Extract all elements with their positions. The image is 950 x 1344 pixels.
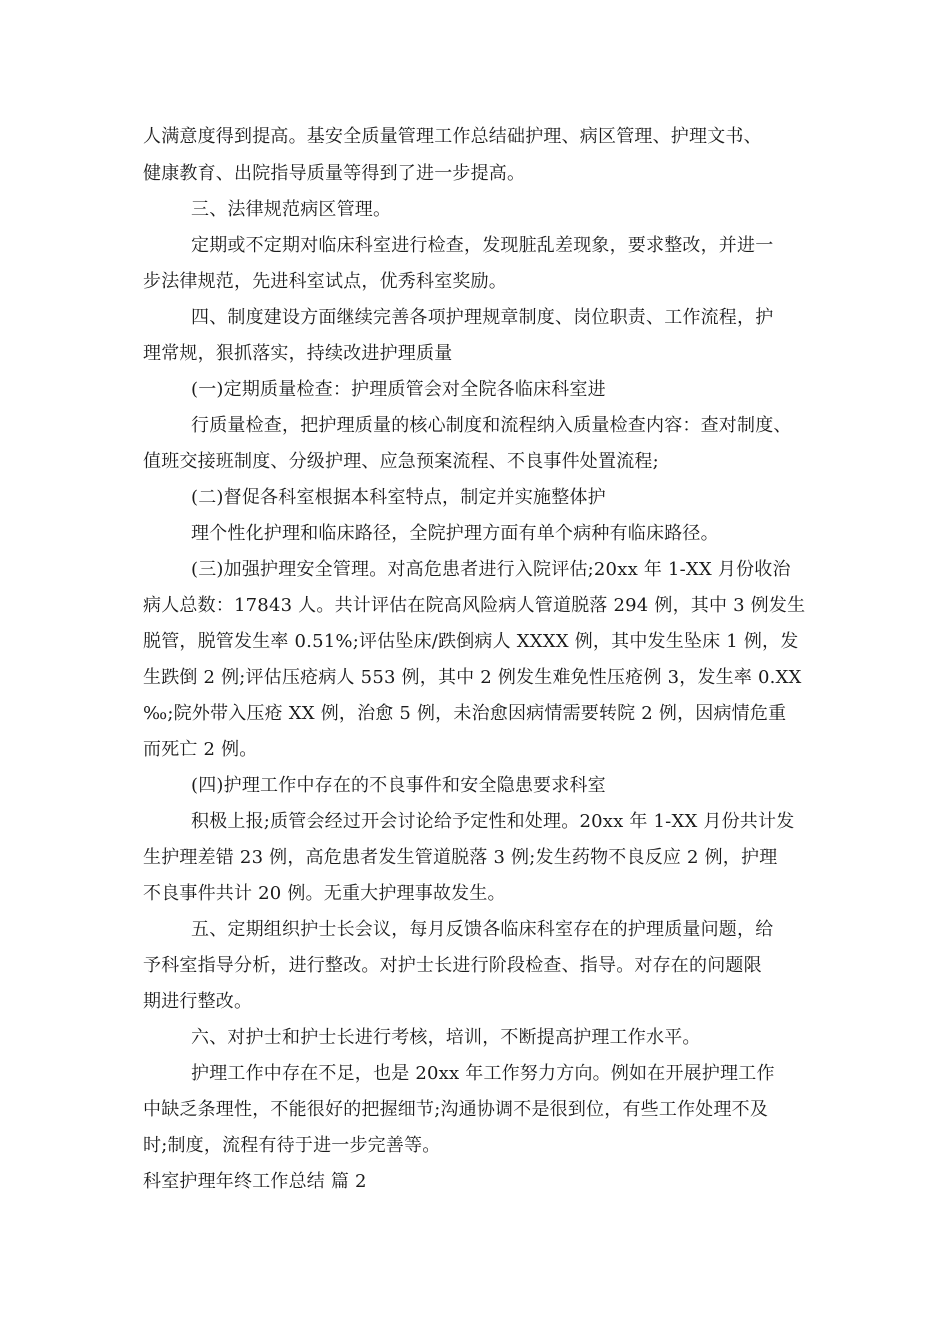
text-line: 理常规，狠抓落实，持续改进护理质量 (143, 343, 453, 364)
section-heading: 六、对护士和护士长进行考核，培训，不断提高护理工作水平。 (191, 1027, 701, 1048)
text-line: 护理工作中存在不足，也是 20xx 年工作努力方向。例如在开展护理工作 (191, 1063, 775, 1084)
text-line: 期进行整改。 (143, 991, 253, 1012)
text-line: 人满意度得到提高。基安全质量管理工作总结础护理、病区管理、护理文书、 (143, 126, 762, 147)
text-line: ‰;院外带入压疮 XX 例，治愈 5 例，未治愈因病情需要转院 2 例，因病情危重 (143, 703, 787, 724)
subsection-heading: (四)护理工作中存在的不良事件和安全隐患要求科室 (191, 775, 606, 796)
text-line: 生跌倒 2 例;评估压疮病人 553 例，其中 2 例发生难免性压疮例 3，发生率 0.XX (143, 667, 802, 688)
section-heading: 五、定期组织护士长会议，每月反馈各临床科室存在的护理质量问题，给 (191, 919, 774, 940)
text-line: 行质量检查，把护理质量的核心制度和流程纳入质量检查内容：查对制度、 (191, 415, 792, 436)
section-heading: 四、制度建设方面继续完善各项护理规章制度、岗位职责、工作流程，护 (191, 307, 774, 328)
text-line: 值班交接班制度、分级护理、应急预案流程、不良事件处置流程; (143, 451, 659, 472)
section-heading: 三、法律规范病区管理。 (191, 199, 392, 220)
text-line: 定期或不定期对临床科室进行检查，发现脏乱差现象，要求整改，并进一 (191, 235, 774, 256)
subsection-heading: (一)定期质量检查：护理质管会对全院各临床科室进 (191, 379, 606, 400)
text-line: 中缺乏条理性，不能很好的把握细节;沟通协调不是很到位，有些工作处理不及 (143, 1099, 769, 1120)
text-line: 而死亡 2 例。 (143, 739, 258, 760)
subsection-heading: (二)督促各科室根据本科室特点，制定并实施整体护 (191, 487, 606, 508)
document-section-title: 科室护理年终工作总结 篇 2 (143, 1171, 367, 1192)
text-line: 生护理差错 23 例，高危患者发生管道脱落 3 例;发生药物不良反应 2 例，护理 (143, 847, 778, 868)
text-line: 健康教育、出院指导质量等得到了进一步提高。 (143, 163, 526, 184)
text-line: 理个性化护理和临床路径，全院护理方面有单个病种有临床路径。 (191, 523, 719, 544)
text-line: 予科室指导分析，进行整改。对护士长进行阶段检查、指导。对存在的问题限 (143, 955, 762, 976)
text-line: 不良事件共计 20 例。无重大护理事故发生。 (143, 883, 506, 904)
text-line: 时;制度，流程有待于进一步完善等。 (143, 1135, 441, 1156)
text-line: 步法律规范，先进科室试点，优秀科室奖励。 (143, 271, 507, 292)
text-line: 脱管，脱管发生率 0.51%;评估坠床/跌倒病人 XXXX 例，其中发生坠床 1 例，发 (143, 631, 799, 652)
subsection-heading: (三)加强护理安全管理。对高危患者进行入院评估;20xx 年 1-XX 月份收治 (191, 559, 791, 580)
text-line: 积极上报;质管会经过开会讨论给予定性和处理。20xx 年 1-XX 月份共计发 (191, 811, 795, 832)
text-line: 病人总数：17843 人。共计评估在院高风险病人管道脱落 294 例，其中 3 例发生 (143, 595, 806, 616)
